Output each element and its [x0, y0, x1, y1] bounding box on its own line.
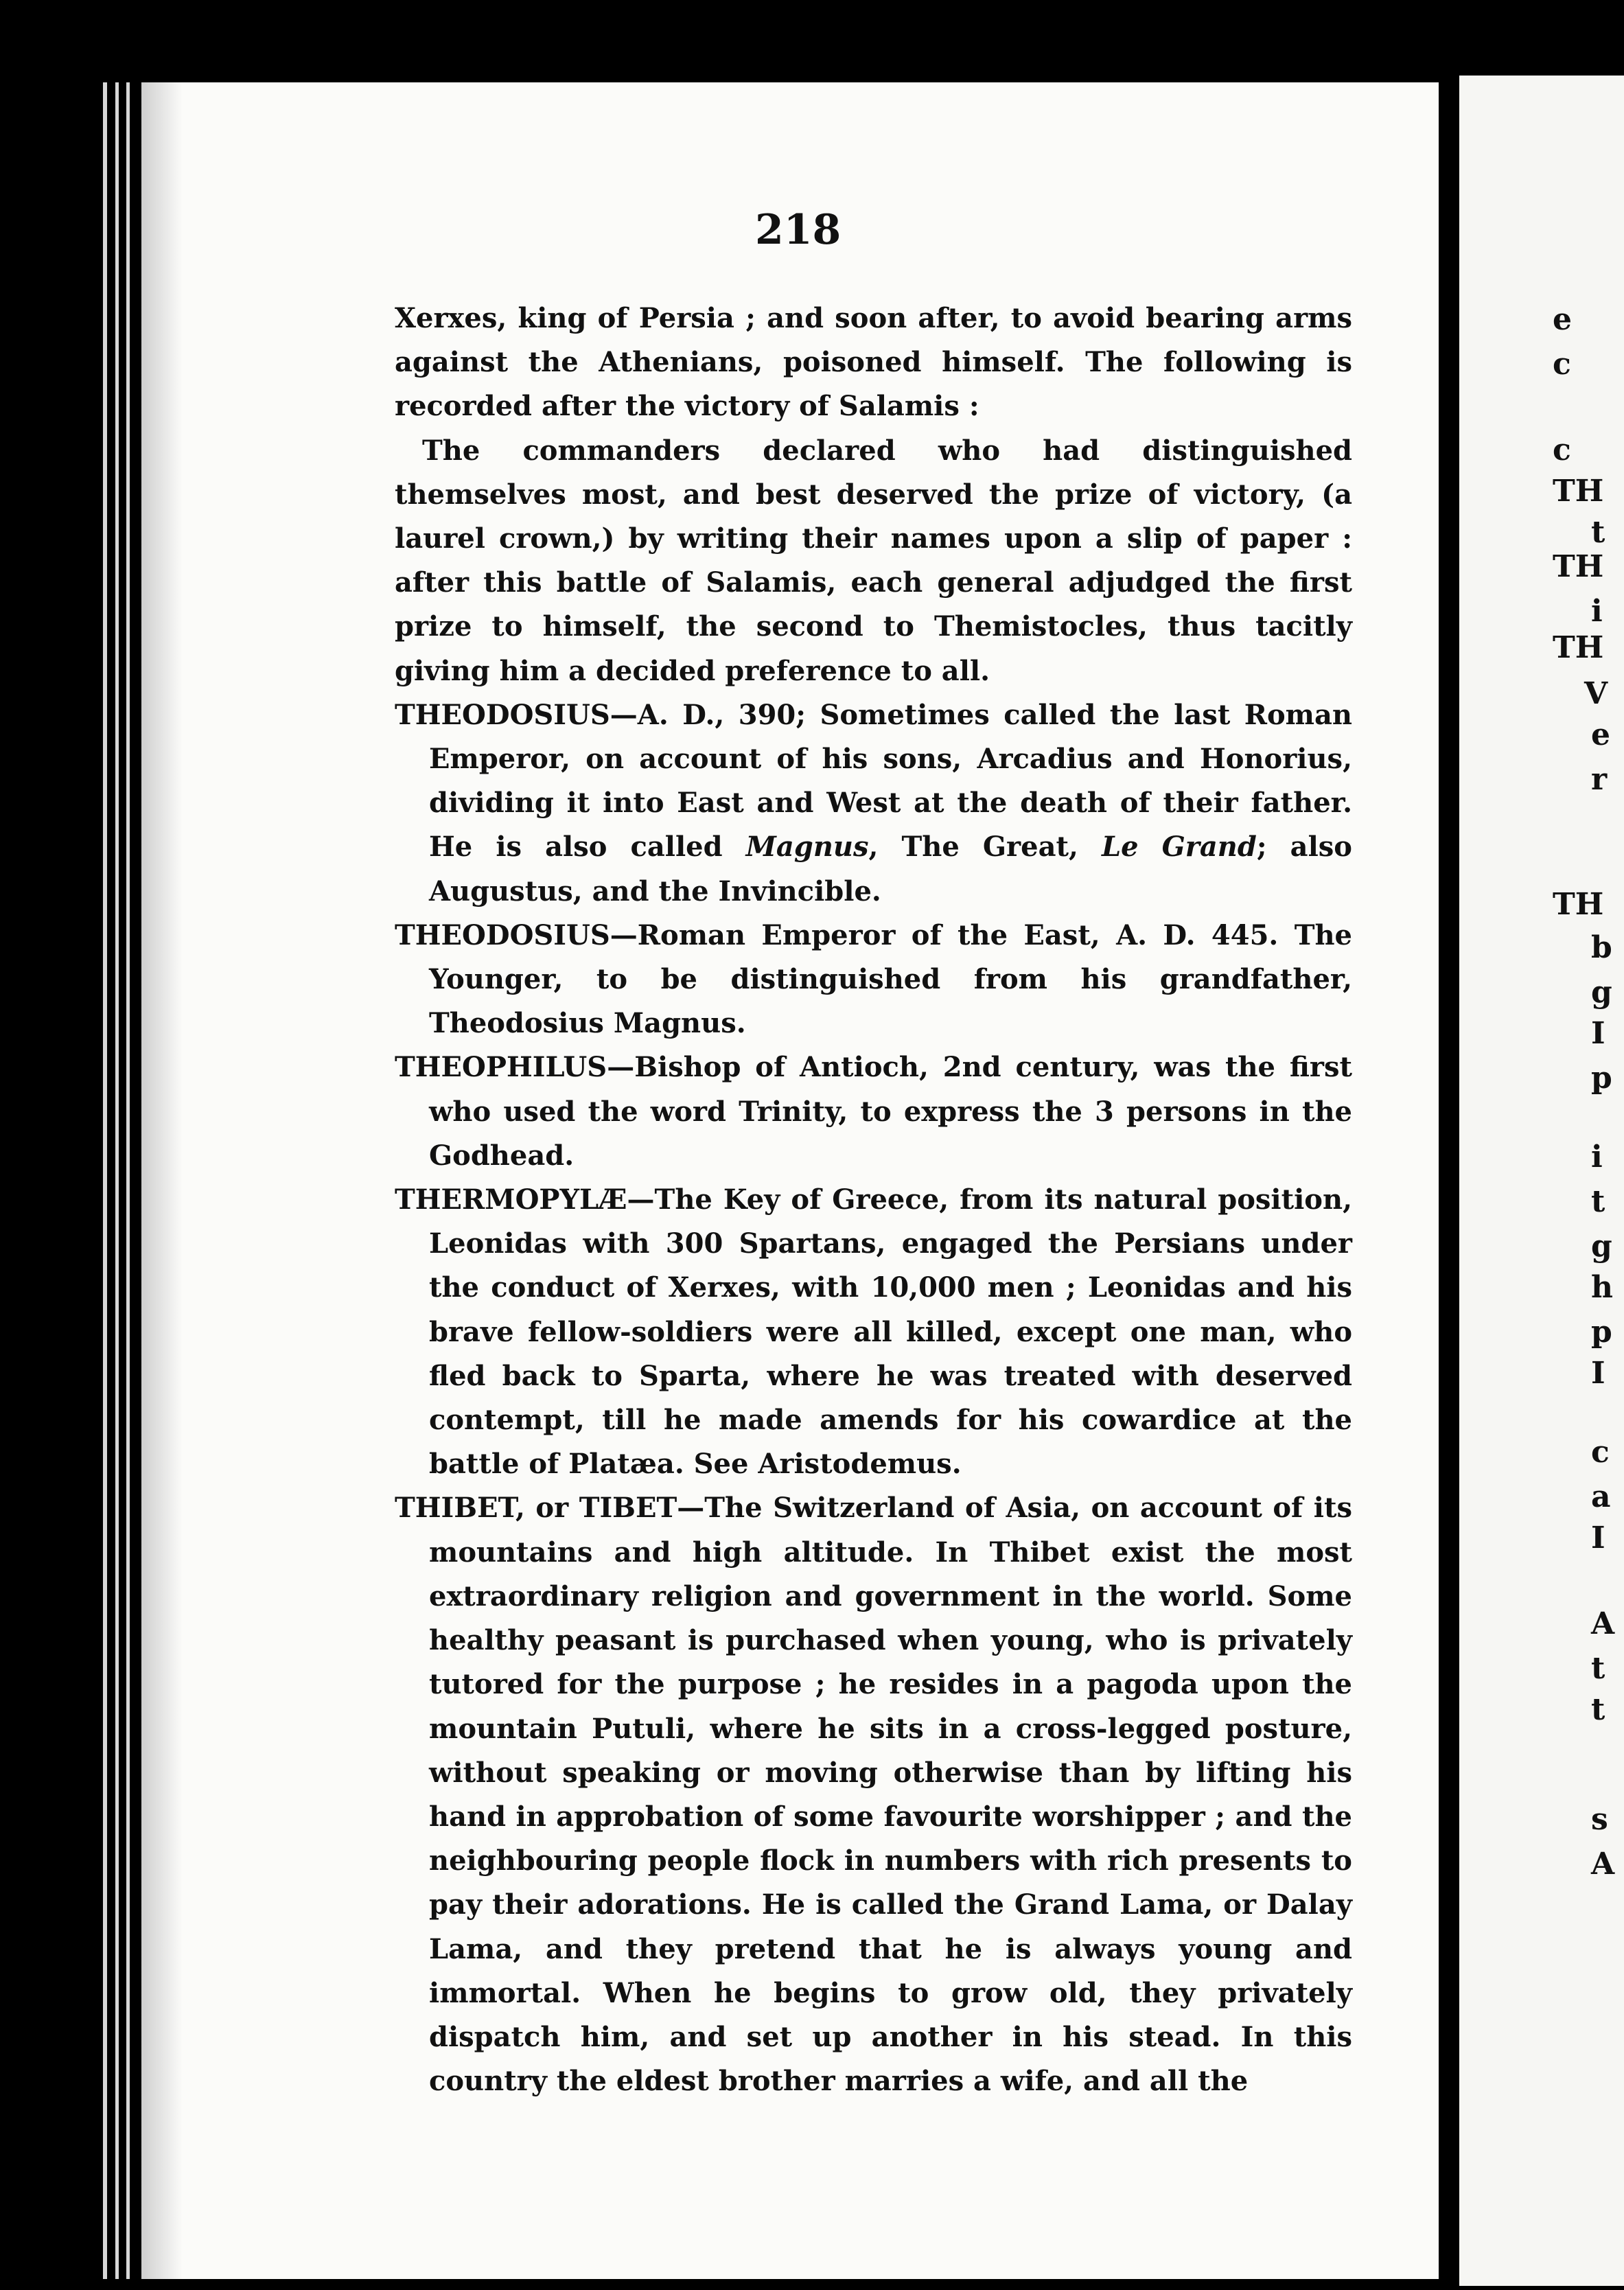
entry-text: ; also Augustus, and the Invincible.	[429, 831, 1352, 907]
right-fragment: TH	[1553, 887, 1604, 922]
entry-headword: THIBET, or TIBET	[395, 1492, 677, 1525]
right-fragment: TH	[1553, 549, 1604, 584]
right-fragment: h	[1591, 1270, 1613, 1305]
right-fragment: g	[1591, 1229, 1612, 1264]
right-fragment: t	[1591, 1651, 1605, 1686]
entry-headword: THERMOPYLÆ	[395, 1183, 627, 1216]
right-fragment: e	[1553, 302, 1572, 337]
right-fragment: r	[1591, 762, 1608, 797]
right-fragment: e	[1591, 717, 1610, 752]
entry-thermopylae	[395, 1178, 1352, 1486]
entry-text: —The Switzerland of Asia, on account of its mountains and high altitude. In Thibet exist the most extraordinary religion and government in the world. Some healthy peasant is purchased when young, who is privately tutored for the purpose ; he resides in a pagoda upon the mountain Putuli, where he sits in a cross-legged posture, without speaking or moving otherwise than by lifting his hand in approbation of some favourite worshipper ; and the neighbouring people flock in numbers with rich presents to pay their adorations. He is called the Grand Lama, or Dalay Lama, and they pretend that he is always young and immortal. When he begins to grow old, they privately dispatch him, and set up another in his stead. In this country the eldest brother marries a wife, and all the	[429, 1492, 1352, 2098]
entry-headword: THEODOSIUS	[395, 918, 610, 951]
right-fragment: t	[1591, 515, 1605, 550]
right-fragment: p	[1591, 1315, 1612, 1350]
right-fragment: A	[1591, 1847, 1615, 1882]
right-fragment: TH	[1553, 630, 1604, 665]
right-page	[1459, 76, 1624, 2286]
right-fragment: I	[1591, 1016, 1605, 1051]
entry-theodosius-2	[395, 914, 1352, 1046]
page-edge-2	[115, 82, 119, 2279]
page-edge-3	[126, 82, 130, 2279]
entry-italic: Magnus	[745, 831, 869, 864]
right-fragment: a	[1591, 1479, 1611, 1514]
entry-text: —The Key of Greece, from its natural position, Leonidas with 300 Spartans, engaged the Persians under the conduct of Xerxes, with 10,000 men ; Leonidas and his brave fellow-soldiers were all killed, except one man, who fled back to Sparta, where he was treated with deserved contempt, till he made amends for his cowardice at the battle of Platæa. See Aristodemus.	[429, 1183, 1352, 1481]
right-fragment: A	[1591, 1606, 1615, 1641]
entry-italic: Le Grand	[1101, 831, 1257, 864]
entry-text: —Bishop of Antioch, 2nd century, was the first who used the word Trinity, to express the 3 persons in the Godhead.	[429, 1051, 1352, 1172]
right-fragment: t	[1591, 1692, 1605, 1727]
entry-text: —Roman Emperor of the East, A. D. 445. The Younger, to be distinguished from his grandfather, Theodosius Magnus.	[429, 918, 1352, 1040]
right-fragment: b	[1591, 930, 1612, 965]
right-fragment: t	[1591, 1184, 1605, 1219]
right-fragment: s	[1591, 1802, 1608, 1837]
right-fragment: I	[1591, 1356, 1605, 1391]
right-fragment: g	[1591, 975, 1612, 1010]
entry-thibet	[395, 1486, 1352, 2103]
right-fragment: V	[1584, 676, 1608, 711]
right-fragment: TH	[1553, 474, 1604, 509]
right-fragment: c	[1553, 347, 1571, 382]
right-fragment: i	[1591, 1140, 1603, 1175]
right-fragment: I	[1591, 1520, 1605, 1555]
intro-lines: Xerxes, king of Persia ; and soon after, to avoid bearing arms against the Athenians, poisoned himself. The following is recorded after the victory of Salamis :	[395, 302, 1352, 423]
entry-theophilus	[395, 1045, 1352, 1178]
entry-headword: THEOPHILUS	[395, 1051, 607, 1084]
right-fragment: p	[1591, 1061, 1612, 1096]
right-fragment: c	[1553, 432, 1571, 467]
page-text	[395, 297, 1352, 2103]
entry-text: —A. D., 390; Sometimes called the last Roman Emperor, on account of his sons, Arcadius and Honorius, dividing it into East and West at the death of their father. He is also called	[429, 698, 1352, 864]
entry-headword: THEODOSIUS	[395, 698, 610, 731]
right-fragment: i	[1591, 594, 1603, 629]
entry-text: , The Great,	[868, 831, 1102, 864]
right-fragment: c	[1591, 1435, 1610, 1470]
page-edge-1	[103, 82, 107, 2279]
salamis-paragraph: The commanders declared who had distinguished themselves most, and best deserved the prize of victory, (a laurel crown,) by writing their names upon a slip of paper : after this battle of Salamis, each general adjudged the first prize to himself, the second to Themistocles, thus tacitly giving him a decided preference to all.	[395, 434, 1352, 687]
page-number: 218	[755, 206, 842, 254]
entry-theodosius-1	[395, 693, 1352, 914]
